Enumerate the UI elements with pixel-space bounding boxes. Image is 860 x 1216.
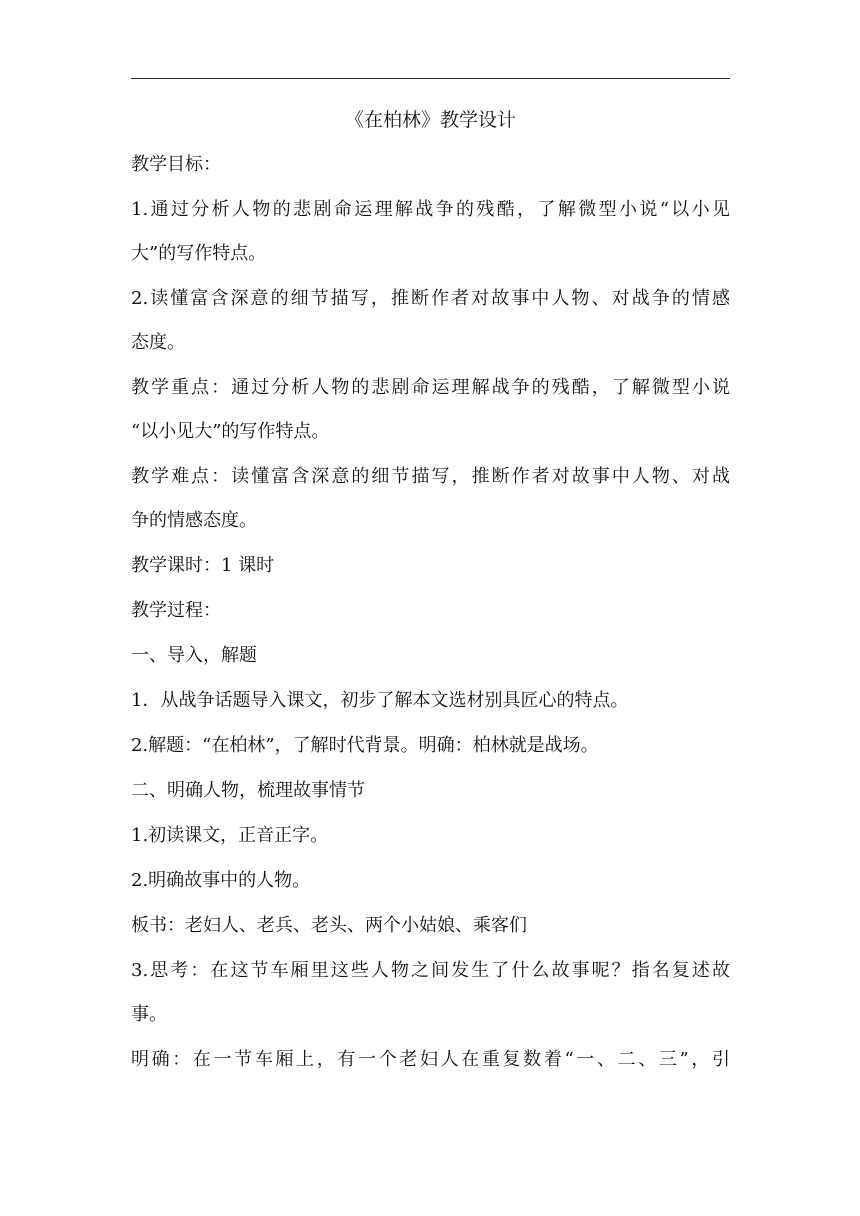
paragraph-objective-2	[131, 287, 730, 355]
text-line: 2.明确故事中的人物。	[131, 870, 311, 891]
header-rule	[131, 78, 730, 79]
paragraph-key-points	[131, 376, 730, 444]
document-page	[131, 108, 730, 1093]
text-line: 态度。	[131, 332, 185, 353]
text-line: 2.读懂富含深意的细节描写，推断作者对故事中人物、对战争的情感	[131, 288, 730, 309]
text-line: 二、明确人物，梳理故事情节	[131, 780, 365, 801]
text-line: 3.思考：在这节车厢里这些人物之间发生了什么故事呢？指名复述故	[131, 960, 730, 981]
text-line: 教学目标：	[131, 154, 221, 175]
paragraph-step-2-3	[131, 959, 730, 1027]
paragraph-objective-1	[131, 198, 730, 266]
paragraph-blackboard	[131, 914, 730, 938]
text-line: 2.解题：“在柏林”，了解时代背景。明确：柏林就是战场。	[131, 735, 599, 756]
text-line: 教学重点：通过分析人物的悲剧命运理解战争的残酷，了解微型小说	[131, 377, 730, 398]
text-line: 教学过程：	[131, 600, 221, 621]
text-line: 大”的写作特点。	[131, 243, 267, 264]
text-line: 1.通过分析人物的悲剧命运理解战争的残酷，了解微型小说“以小见	[131, 199, 730, 220]
section-heading-2	[131, 779, 730, 803]
text-line: 1.初读课文，正音正字。	[131, 825, 329, 846]
text-line: 1．从战争话题导入课文，初步了解本文选材别具匠心的特点。	[131, 690, 629, 711]
text-line: 板书：老妇人、老兵、老头、两个小姑娘、乘客们	[131, 915, 527, 936]
text-line: 教学难点：读懂富含深意的细节描写，推断作者对故事中人物、对战	[131, 466, 730, 487]
text-line: 明确：在一节车厢上，有一个老妇人在重复数着“一、二、三”，引	[131, 1049, 730, 1070]
paragraph-process-heading	[131, 599, 730, 623]
paragraph-step-2-1	[131, 824, 730, 848]
paragraph-difficulties	[131, 465, 730, 533]
paragraph-clarify	[131, 1048, 730, 1072]
section-heading-1	[131, 644, 730, 668]
text-line: 教学课时：1 课时	[131, 555, 275, 576]
text-line: 争的情感态度。	[131, 510, 257, 531]
paragraph-step-1-2	[131, 734, 730, 758]
paragraph-step-2-2	[131, 869, 730, 893]
text-line: 一、导入，解题	[131, 645, 257, 666]
paragraph-step-1-1	[131, 689, 730, 713]
document-title: 《在柏林》教学设计	[344, 109, 516, 131]
text-line: 事。	[131, 1004, 167, 1025]
paragraph-class-hours	[131, 554, 730, 578]
paragraph-objectives-heading	[131, 153, 730, 177]
text-line: “以小见大”的写作特点。	[131, 421, 330, 442]
